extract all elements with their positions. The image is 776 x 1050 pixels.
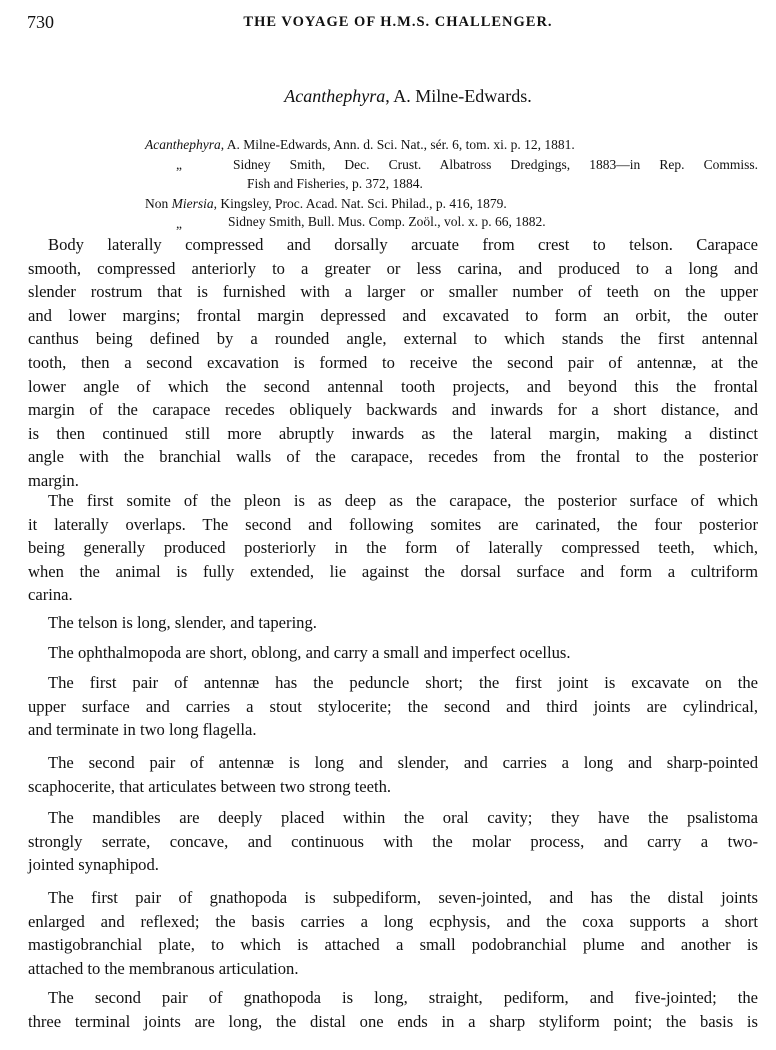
text-line: upper surface and carries a stout stylocerite; the second and third joints are cylindrical,	[28, 696, 758, 716]
text-line: it laterally overlaps. The second and following somites are carinated, the four posterior	[28, 514, 758, 534]
paragraph	[28, 886, 758, 980]
genus-heading	[0, 86, 776, 107]
paragraph	[28, 986, 758, 1033]
text-line: and terminate in two long flagella.	[28, 720, 257, 740]
text-line: The telson is long, slender, and tapering.	[48, 613, 317, 632]
text-line: The first pair of antennæ has the peduncle short; the first joint is excavate on the	[48, 673, 758, 692]
text-line: carina.	[28, 585, 73, 605]
paragraph	[28, 641, 758, 665]
text-line: when the animal is fully extended, lie against the dorsal surface and form a cultriform	[28, 561, 758, 581]
citation-2-continuation: Fish and Fisheries, p. 372, 1884.	[247, 176, 423, 191]
citation-italic: Miersia	[171, 196, 214, 211]
text-line: mastigobranchial plate, to which is attached a small podobranchial plume and another is	[28, 935, 758, 955]
text-line: being generally produced posteriorly in the form of laterally compressed teeth, which,	[28, 538, 758, 558]
citation-italic: Acanthephyra	[145, 137, 221, 152]
citation-2: Sidney Smith, Dec. Crust. Albatross Dredgings, 1883—in Rep. Commiss.	[233, 157, 758, 172]
text-line: smooth, compressed anteriorly to a greater or less carina, and produced to a long and	[28, 258, 758, 278]
text-line: and lower margins; frontal margin depressed and excavated to form an orbit, the outer	[28, 305, 758, 325]
citation-4: Sidney Smith, Bull. Mus. Comp. Zoöl., vol. x. p. 66, 1882.	[228, 214, 546, 229]
citation-text: , Kingsley, Proc. Acad. Nat. Sci. Philad., p. 416, 1879.	[213, 196, 507, 211]
text-line: strongly serrate, concave, and continuous with the molar process, and carry a two-	[28, 831, 758, 851]
text-line: Body laterally compressed and dorsally arcuate from crest to telson. Carapace	[48, 235, 758, 254]
text-line: The first somite of the pleon is as deep as the carapace, the posterior surface of which	[48, 491, 758, 510]
text-line: attached to the membranous articulation.	[28, 958, 299, 978]
text-line: angle with the branchial walls of the carapace, recedes from the frontal to the posterior	[28, 447, 758, 467]
running-title: THE VOYAGE OF H.M.S. CHALLENGER.	[243, 14, 553, 30]
text-line: three terminal joints are long, the distal one ends in a sharp styliform point; the basis is	[28, 1011, 758, 1031]
text-line: scaphocerite, that articulates between two strong teeth.	[28, 776, 392, 796]
text-line: The ophthalmopoda are short, oblong, and carry a small and imperfect ocellus.	[48, 643, 571, 662]
text-line: The second pair of gnathopoda is long, straight, pediform, and five-jointed; the	[48, 988, 758, 1007]
text-line: lower angle of which the second antennal tooth projects, and beyond this the frontal	[28, 376, 758, 396]
text-line: canthus being defined by a rounded angle, external to which stands the first antennal	[28, 329, 758, 349]
text-line: The second pair of antennæ is long and slender, and carries a long and sharp-pointed	[48, 753, 758, 772]
citation-1	[145, 137, 575, 153]
paragraph	[28, 806, 758, 877]
paragraph	[28, 489, 758, 607]
paragraph	[28, 611, 758, 635]
paragraph	[28, 751, 758, 798]
citation-3	[145, 196, 507, 212]
text-line: The mandibles are deeply placed within the oral cavity; they have the psalistoma	[48, 808, 758, 827]
paragraph	[28, 671, 758, 742]
citation-2-ditto: „	[176, 157, 182, 172]
text-line: enlarged and reflexed; the basis carries a long ecphysis, and the coxa supports a short	[28, 911, 758, 931]
text-line: jointed synaphipod.	[28, 855, 159, 875]
genus-name: Acanthephyra	[284, 86, 386, 106]
text-line: slender rostrum that is furnished with a larger or smaller number of teeth on the upper	[28, 282, 758, 302]
citation-4-ditto: „	[176, 216, 182, 231]
paragraph	[28, 233, 758, 493]
citation-text: , A. Milne-Edwards, Ann. d. Sci. Nat., sér. 6, tom. xi. p. 12, 1881.	[220, 137, 575, 152]
text-line: The first pair of gnathopoda is subpediform, seven-jointed, and has the distal joints	[48, 888, 758, 907]
page-number: 730	[27, 12, 54, 32]
text-line: margin.	[28, 470, 79, 490]
text-line: tooth, then a second excavation is formed to receive the second pair of antennæ, at the	[28, 352, 758, 372]
text-line: margin of the carapace recedes obliquely backwards and inwards for a short distance, and	[28, 400, 758, 420]
text-line: is then continued still more abruptly inwards as the lateral margin, making a distinct	[28, 423, 758, 443]
genus-author: , A. Milne-Edwards.	[385, 86, 532, 106]
citation-prefix: Non	[145, 196, 172, 211]
